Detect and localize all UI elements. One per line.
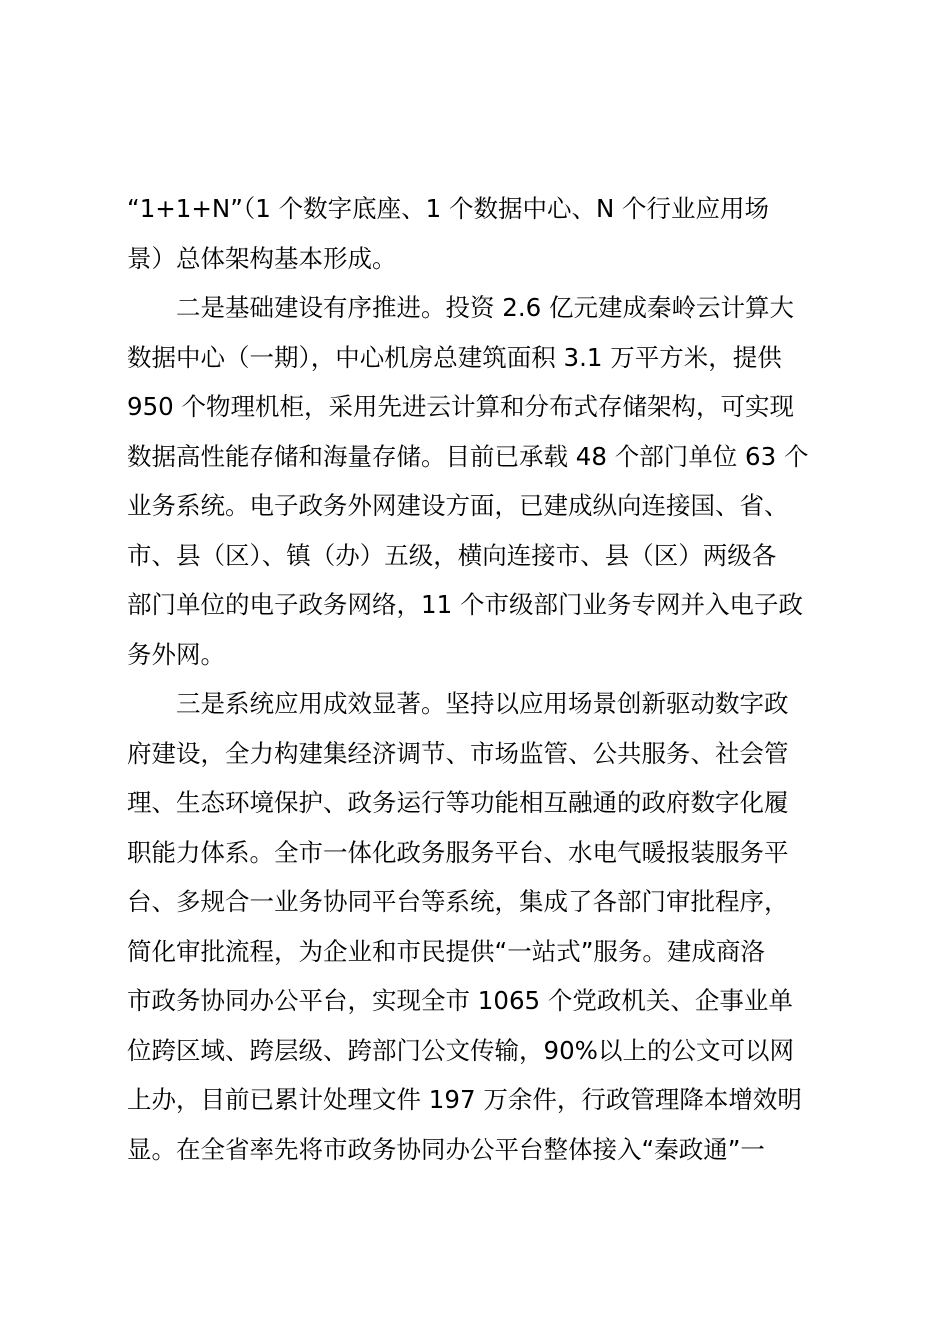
text-line: 部门单位的电子政务网络，11 个市级部门业务专网并入电子政 xyxy=(127,590,803,619)
text-line: 理、生态环境保护、政务运行等功能相互融通的政府数字化履 xyxy=(127,788,789,817)
text-line: 显。在全省率先将市政务协同办公平台整体接入“秦政通”一 xyxy=(127,1134,765,1164)
text-line: 950 个物理机柜，采用先进云计算和分布式存储架构，可实现 xyxy=(127,392,795,421)
text-line: 务外网。 xyxy=(127,639,225,669)
text-line: 数据中心（一期），中心机房总建筑面积 3.1 万平方米，提供 xyxy=(127,342,782,372)
text-line: 二是基础建设有序推进。投资 2.6 亿元建成秦岭云计算大 xyxy=(176,293,795,322)
text-line: 三是系统应用成效显著。坚持以应用场景创新驱动数字政 xyxy=(176,689,789,718)
text-line: 景）总体架构基本形成。 xyxy=(127,243,397,273)
text-line: 市政务协同办公平台，实现全市 1065 个党政机关、企事业单 xyxy=(127,986,793,1015)
text-line: 数据高性能存储和海量存储。目前已承载 48 个部门单位 63 个 xyxy=(127,441,809,471)
text-line: 简化审批流程，为企业和市民提供“一站式”服务。建成商洛 xyxy=(127,936,765,966)
text-line: 职能力体系。全市一体化政务服务平台、水电气暖报装服务平 xyxy=(127,837,789,867)
text-line: 府建设，全力构建集经济调节、市场监管、公共服务、社会管 xyxy=(127,738,789,768)
text-line: 业务系统。电子政务外网建设方面，已建成纵向连接国、省、 xyxy=(127,491,789,520)
text-line: 市、县（区）、镇（办）五级，横向连接市、县（区）两级各 xyxy=(127,540,777,570)
text-line: “1+1+N”（1 个数字底座、1 个数据中心、N 个行业应用场 xyxy=(127,194,770,223)
text-line: 台、多规合一业务协同平台等系统，集成了各部门审批程序， xyxy=(127,887,789,916)
text-line: 位跨区域、跨层级、跨部门公文传输，90%以上的公文可以网 xyxy=(127,1035,794,1065)
text-line: 上办，目前已累计处理文件 197 万余件，行政管理降本增效明 xyxy=(127,1085,802,1114)
body-text xyxy=(127,184,837,1174)
